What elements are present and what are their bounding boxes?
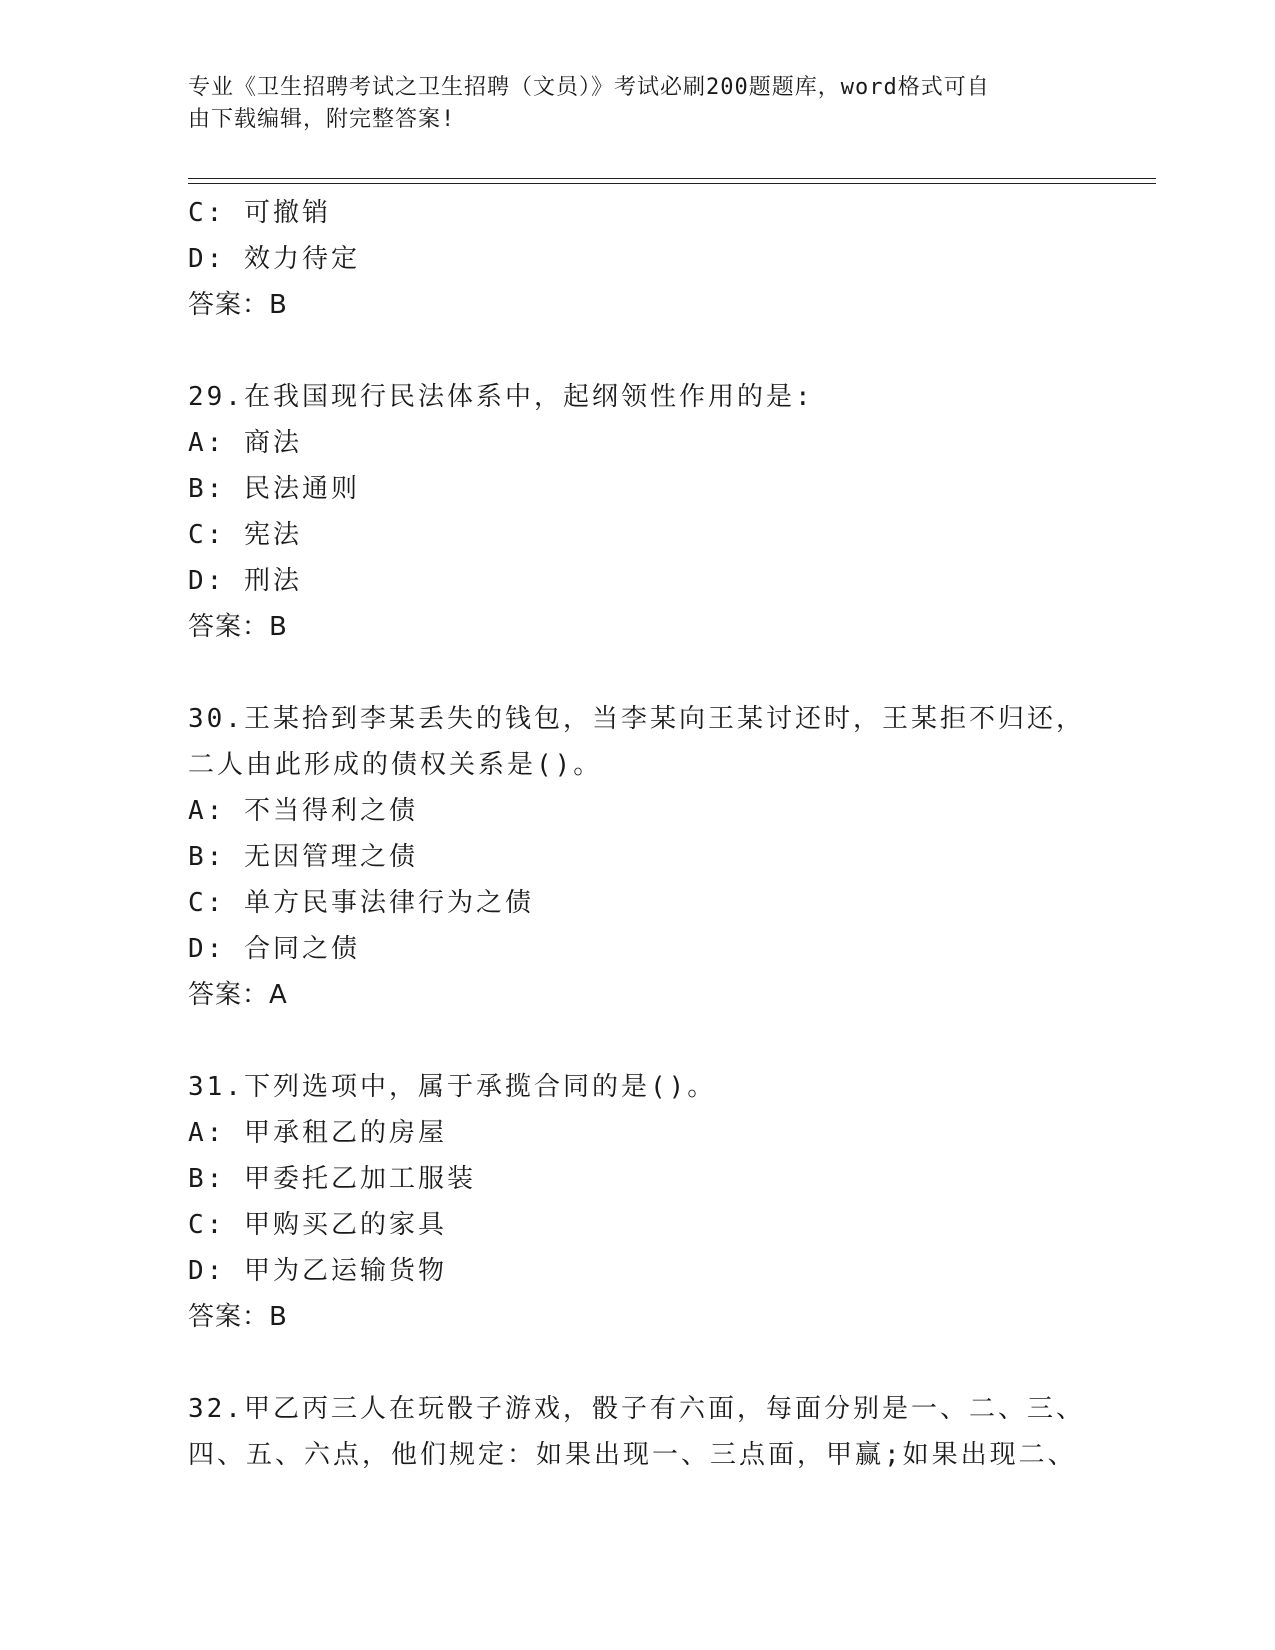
option-a: A: 甲承租乙的房屋 xyxy=(188,1118,447,1148)
option-b: B: 无因管理之债 xyxy=(188,842,418,872)
option-c: C: 甲购买乙的家具 xyxy=(188,1210,447,1240)
option-c: C: 宪法 xyxy=(188,520,302,550)
option-d: D: 刑法 xyxy=(188,566,302,596)
header-rule-bottom xyxy=(188,183,1156,184)
option-a: A: 商法 xyxy=(188,428,302,458)
header-rule-top xyxy=(188,178,1156,179)
question-list xyxy=(188,190,1088,1478)
question-30 xyxy=(188,696,1088,1018)
question-28-tail xyxy=(188,190,1088,328)
question-32 xyxy=(188,1386,1088,1478)
option-a: A: 不当得利之债 xyxy=(188,796,418,826)
option-d: D: 甲为乙运输货物 xyxy=(188,1256,447,1286)
answer: 答案：B xyxy=(188,612,288,642)
question-stem-line-1: 30.王某拾到李某丢失的钱包，当李某向王某讨还时，王某拒不归还， xyxy=(188,704,1085,734)
question-29 xyxy=(188,374,1088,650)
question-stem: 31.下列选项中，属于承揽合同的是()。 xyxy=(188,1072,717,1102)
option-b: B: 民法通则 xyxy=(188,474,360,504)
question-stem: 29.在我国现行民法体系中，起纲领性作用的是: xyxy=(188,382,814,412)
header-line-1: 专业《卫生招聘考试之卫生招聘（文员）》考试必刷200题题库，word格式可自 xyxy=(188,75,990,100)
option-d: D: 效力待定 xyxy=(188,244,360,274)
answer: 答案：B xyxy=(188,1302,288,1332)
document-header xyxy=(188,72,1068,136)
answer: 答案：B xyxy=(188,290,288,320)
header-line-2: 由下载编辑，附完整答案! xyxy=(188,107,456,132)
question-31 xyxy=(188,1064,1088,1340)
question-stem-line-1: 32.甲乙丙三人在玩骰子游戏，骰子有六面，每面分别是一、二、三、 xyxy=(188,1394,1085,1424)
question-stem-line-2: 四、五、六点，他们规定：如果出现一、三点面，甲赢;如果出现二、 xyxy=(188,1440,1077,1470)
option-b: B: 甲委托乙加工服装 xyxy=(188,1164,476,1194)
spacer xyxy=(188,328,1088,374)
question-stem-line-2: 二人由此形成的债权关系是()。 xyxy=(188,750,603,780)
spacer xyxy=(188,650,1088,696)
option-d: D: 合同之债 xyxy=(188,934,360,964)
answer: 答案：A xyxy=(188,980,288,1010)
spacer xyxy=(188,1018,1088,1064)
option-c: C: 单方民事法律行为之债 xyxy=(188,888,534,918)
spacer xyxy=(188,1340,1088,1386)
option-c: C: 可撤销 xyxy=(188,198,331,228)
